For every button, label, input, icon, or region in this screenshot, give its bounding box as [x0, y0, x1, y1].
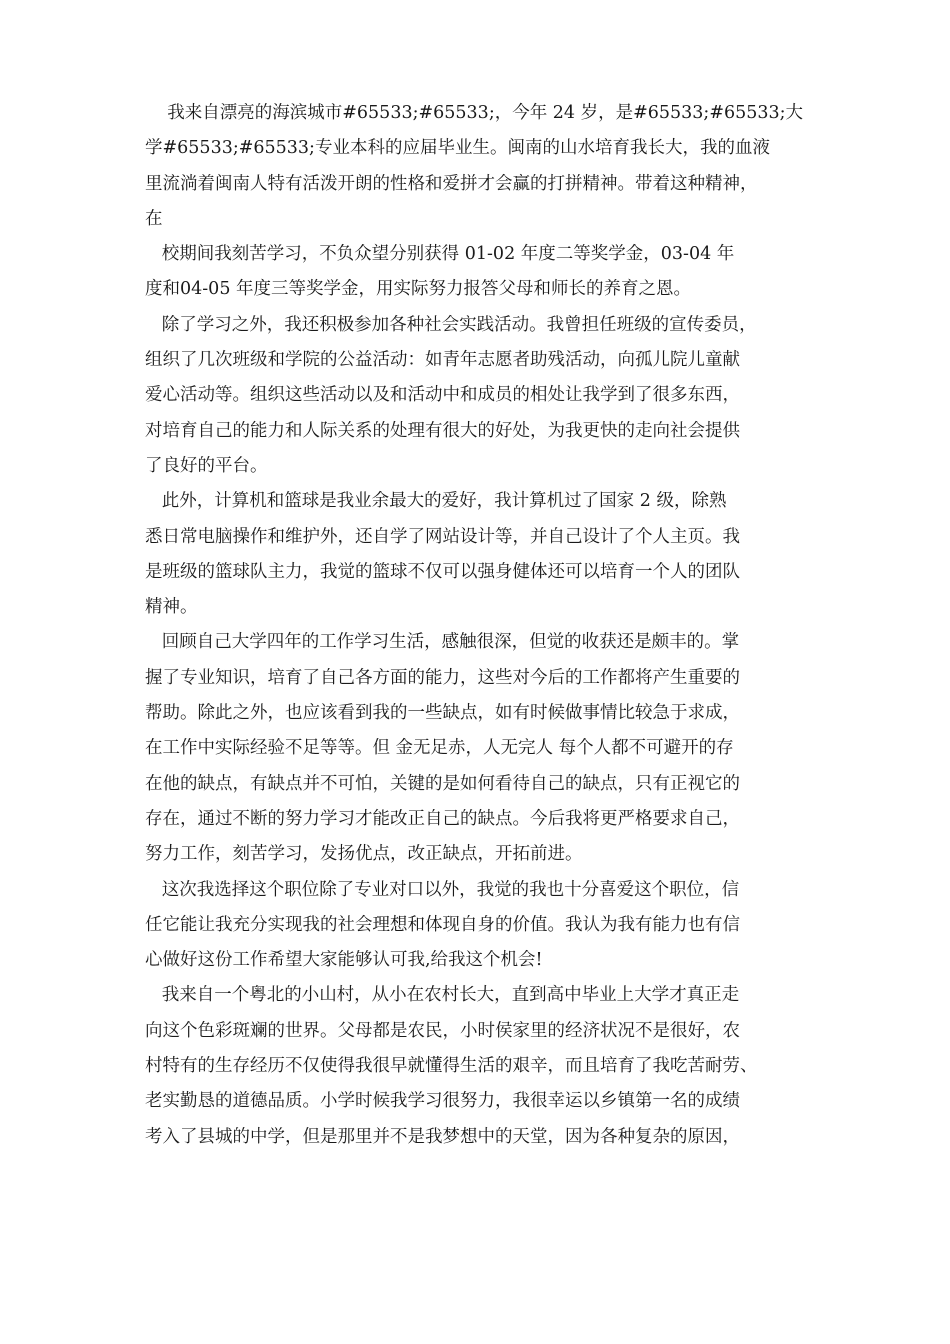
text-line: 我来自一个粤北的小山村，从小在农村长大，直到高中毕业上大学才真正走: [145, 985, 740, 1006]
text-line: 爱心活动等。组织这些活动以及和活动中和成员的相处让我学到了很多东西，: [145, 385, 740, 406]
text-line: 向这个色彩斑斓的世界。父母都是农民，小时侯家里的经济状况不是很好，农: [145, 1020, 740, 1041]
text-line: 是班级的篮球队主力，我觉的篮球不仅可以强身健体还可以培育一个人的团队: [145, 561, 740, 582]
text-line: 考入了县城的中学，但是那里并不是我梦想中的天堂，因为各种复杂的原因，: [145, 1126, 740, 1147]
text-line: 里流淌着闽南人特有活泼开朗的性格和爱拼才会赢的打拼精神。带着这种精神，: [145, 173, 758, 194]
document-body: [145, 96, 825, 1190]
text-line: 心做好这份工作希望大家能够认可我,给我这个机会!: [145, 950, 543, 971]
text-line: 精神。: [145, 597, 198, 618]
text-line: 在工作中实际经验不足等等。但 金无足赤，人无完人 每个人都不可避开的存: [145, 738, 734, 759]
text-line: 在他的缺点，有缺点并不可怕，关键的是如何看待自己的缺点，只有正视它的: [145, 773, 740, 794]
text-line: 存在，通过不断的努力学习才能改正自己的缺点。今后我将更严格要求自己，: [145, 808, 740, 829]
text-line: 校期间我刻苦学习，不负众望分别获得 01-02 年度二等奖学金，03-04 年: [145, 244, 735, 265]
text-line: 我来自漂亮的海滨城市#65533;#65533;，今年 24 岁，是#65533;#65533;大: [145, 103, 804, 123]
text-line: 村特有的生存经历不仅使得我很早就懂得生活的艰辛，而且培育了我吃苦耐劳、: [145, 1056, 758, 1077]
text-line: [145, 1155, 825, 1190]
text-line: 对培育自己的能力和人际关系的处理有很大的好处，为我更快的走向社会提供: [145, 420, 740, 441]
text-line: 组织了几次班级和学院的公益活动：如青年志愿者助残活动，向孤儿院儿童献: [145, 350, 740, 371]
text-line: 除了学习之外，我还积极参加各种社会实践活动。我曾担任班级的宣传委员，: [145, 314, 757, 335]
text-line: 帮助。除此之外，也应该看到我的一些缺点，如有时候做事情比较急于求成，: [145, 703, 740, 724]
text-line: 悉日常电脑操作和维护外，还自学了网站设计等，并自己设计了个人主页。我: [145, 526, 740, 547]
text-line: 在: [145, 208, 163, 229]
text-line: 此外，计算机和篮球是我业余最大的爱好，我计算机过了国家 2 级，除熟: [145, 491, 727, 512]
text-line: 任它能让我充分实现我的社会理想和体现自身的价值。我认为我有能力也有信: [145, 914, 740, 935]
text-line: 了良好的平台。: [145, 455, 268, 476]
text-line: 握了专业知识，培育了自己各方面的能力，这些对今后的工作都将产生重要的: [145, 667, 740, 688]
text-line: 回顾自己大学四年的工作学习生活，感触很深，但觉的收获还是颇丰的。掌: [145, 632, 740, 653]
text-line: 这次我选择这个职位除了专业对口以外，我觉的我也十分喜爱这个职位，信: [145, 879, 740, 900]
text-line: 度和04-05 年度三等奖学金，用实际努力报答父母和师长的养育之恩。: [145, 279, 692, 300]
text-line: 老实勤恳的道德品质。小学时候我学习很努力，我很幸运以乡镇第一名的成绩: [145, 1091, 740, 1112]
text-line: 努力工作，刻苦学习，发扬优点，改正缺点，开拓前进。: [145, 844, 583, 865]
text-line: 学#65533;#65533;专业本科的应届毕业生。闽南的山水培育我长大，我的血液: [145, 138, 770, 159]
